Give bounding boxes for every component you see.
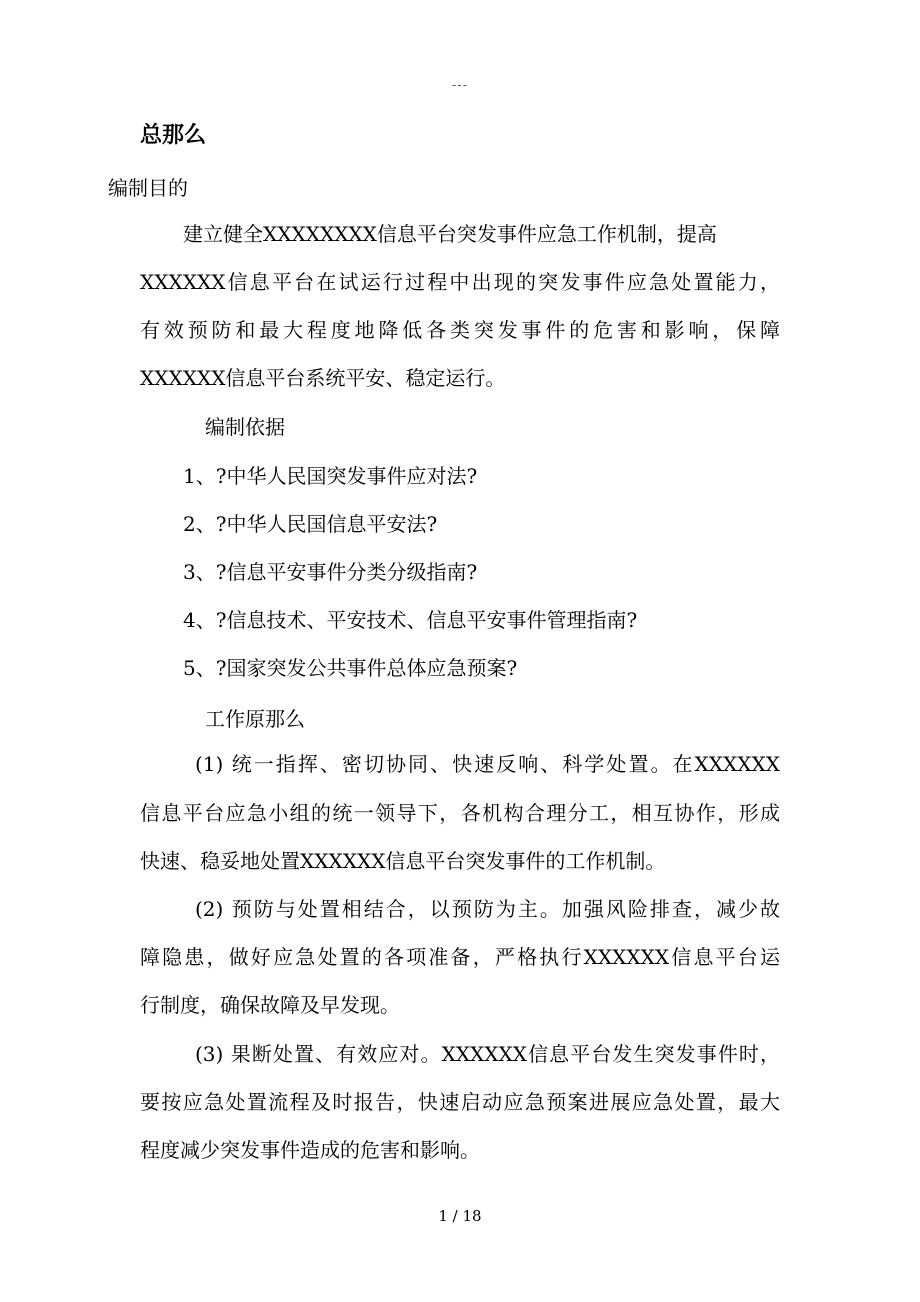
principle-2-line-2: 障隐患，做好应急处置的各项准备，严格执行XXXXXX信息平台运 xyxy=(140,945,780,969)
basis-item-2: 2、?中华人民国信息平安法? xyxy=(183,512,438,536)
principle-3-line-3: 程度减少突发事件造成的危害和影响。 xyxy=(140,1138,480,1162)
basis-item-1: 1、?中华人民国突发事件应对法? xyxy=(183,464,478,488)
basis-item-3: 3、?信息平安事件分类分级指南? xyxy=(183,560,478,584)
page-header-mark: --- xyxy=(452,78,468,92)
section-heading-purpose: 编制目的 xyxy=(108,176,188,200)
section-heading-principles: 工作原那么 xyxy=(205,707,305,731)
basis-item-4: 4、?信息技术、平安技术、信息平安事件管理指南? xyxy=(183,608,638,632)
principle-2-line-1: (2) 预防与处置相结合，以预防为主。加强风险排查，减少故 xyxy=(195,897,780,921)
principle-3-line-1: (3) 果断处置、有效应对。XXXXXX信息平台发生突发事件时， xyxy=(195,1042,780,1066)
section-heading-basis: 编制依据 xyxy=(205,415,285,439)
document-title: 总那么 xyxy=(140,123,207,148)
basis-item-5: 5、?国家突发公共事件总体应急预案? xyxy=(183,656,518,680)
purpose-line-4: XXXXXX信息平台系统平安、稳定运行。 xyxy=(140,366,506,390)
purpose-line-2: XXXXXX信息平台在试运行过程中出现的突发事件应急处置能力， xyxy=(140,270,780,294)
principle-1-line-1: (1) 统一指挥、密切协同、快速反响、科学处置。在XXXXXX xyxy=(195,752,780,776)
principle-1-line-2: 信息平台应急小组的统一领导下，各机构合理分工，相互协作，形成 xyxy=(140,801,780,825)
purpose-line-3: 有效预防和最大程度地降低各类突发事件的危害和影响，保障 xyxy=(140,318,780,342)
page-number: 1 / 18 xyxy=(438,1207,482,1225)
principle-2-line-3: 行制度，确保故障及早发现。 xyxy=(140,993,400,1017)
principle-1-line-3: 快速、稳妥地处置XXXXXX信息平台突发事件的工作机制。 xyxy=(140,849,666,873)
purpose-line-1: 建立健全XXXXXXXX信息平台突发事件应急工作机制，提高 xyxy=(183,222,717,246)
principle-3-line-2: 要按应急处置流程及时报告，快速启动应急预案进展应急处置，最大 xyxy=(140,1090,780,1114)
